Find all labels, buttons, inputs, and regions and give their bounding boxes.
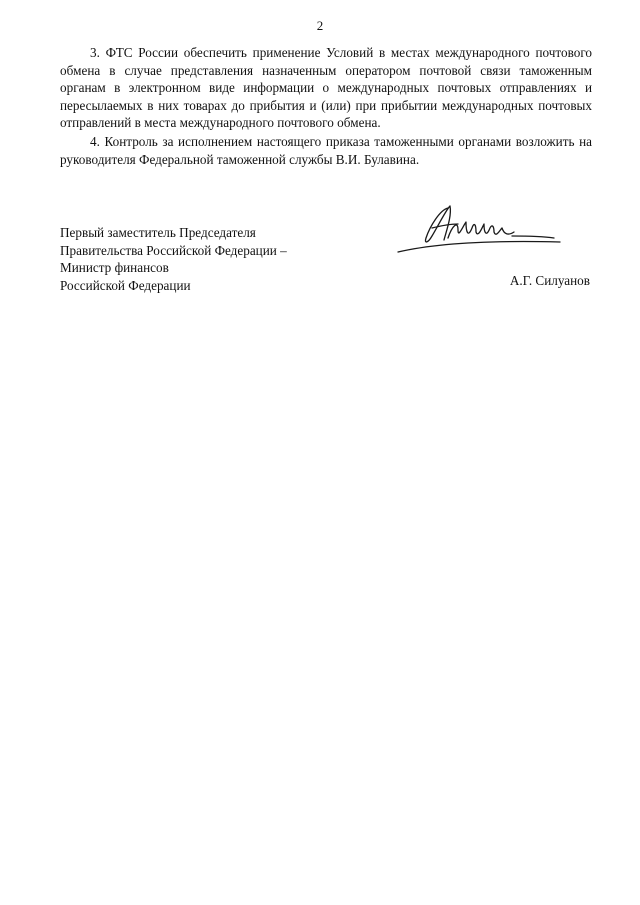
position-line: Министр финансов xyxy=(60,260,169,276)
paragraph-3: 3. ФТС России обеспечить применение Условий в местах международного почтового обмена в случае представления назначенным оператором почтовой связи таможенным органам в электронном виде информации о международных почтовых отправлениях и пересылаемых в них товарах до прибытия и (или) при прибытии международных почтовых отправлений в места международного почтового обмена. xyxy=(60,45,592,131)
position-line: Правительства Российской Федерации – xyxy=(60,242,287,258)
paragraph-4: 4. Контроль за исполнением настоящего приказа таможенными органами возложить на руководителя Федеральной таможенной службы В.И. Булавина. xyxy=(60,134,592,167)
handwritten-signature-icon xyxy=(392,196,564,262)
signatory-position xyxy=(60,224,287,294)
position-line: Первый заместитель Председателя xyxy=(60,225,256,240)
signer-name: А.Г. Силуанов xyxy=(509,273,590,288)
page-number: 2 xyxy=(316,18,324,33)
position-line: Российской Федерации xyxy=(60,277,191,293)
